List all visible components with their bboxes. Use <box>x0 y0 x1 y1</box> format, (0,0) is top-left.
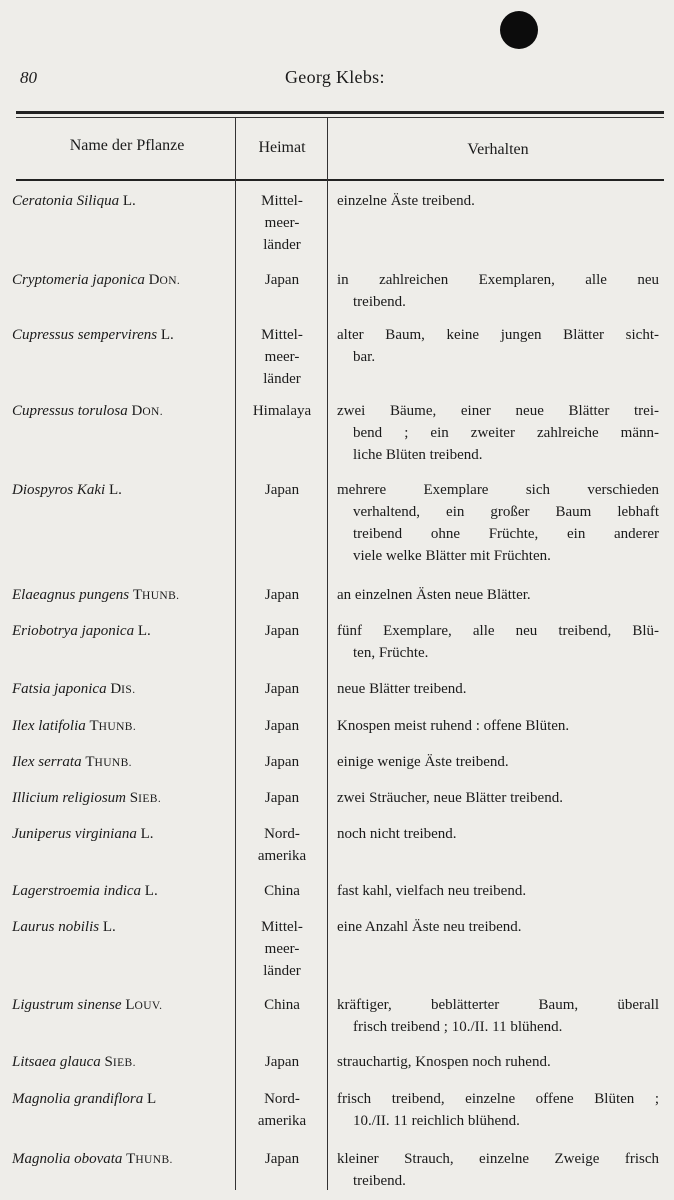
species-name: Lagerstroemia indica <box>12 883 145 899</box>
plant-home: Himalaya <box>252 403 312 419</box>
plant-name <box>12 620 234 642</box>
species-name: Cryptomeria japonica <box>12 272 149 288</box>
column-header-home: Heimat <box>258 139 306 156</box>
plant-name <box>12 1148 234 1171</box>
species-author: L. <box>140 826 154 842</box>
column-header-name: Name der Pflanze <box>69 137 185 154</box>
plant-name <box>12 916 234 938</box>
plant-home: Japan <box>264 623 300 639</box>
plant-home: Nord- amerika <box>257 826 307 864</box>
species-name: Ligustrum sinense <box>12 997 126 1013</box>
plant-name <box>12 1088 234 1110</box>
species-author: THUNB. <box>126 1151 173 1167</box>
species-name: Magnolia obovata <box>12 1151 127 1167</box>
species-author: L. <box>122 193 136 209</box>
plant-behaviour: alter Baum, keine jungen Blätter sicht- bar. <box>337 327 659 365</box>
plant-name <box>12 678 234 701</box>
species-name: Cupressus torulosa <box>12 403 132 419</box>
species-author: L. <box>102 919 116 935</box>
species-name: Ceratonia Siliqua <box>12 193 123 209</box>
table-top-rule <box>16 111 664 114</box>
plant-home: Nord- amerika <box>257 1091 307 1129</box>
species-author: LOUV. <box>125 997 163 1013</box>
plant-behaviour: neue Blätter treibend. <box>337 681 467 697</box>
plant-behaviour: strauchartig, Knospen noch ruhend. <box>337 1054 551 1070</box>
species-name: Juniperus virginiana <box>12 826 141 842</box>
plant-home: China <box>264 997 300 1013</box>
plant-behaviour: in zahlreichen Exemplaren, alle neu treibend. <box>337 272 659 310</box>
species-name: Ilex serrata <box>12 754 86 770</box>
plant-home: Japan <box>264 681 300 697</box>
species-name: Eriobotrya japonica <box>12 623 138 639</box>
species-author: L. <box>137 623 151 639</box>
species-author: DON. <box>131 403 163 419</box>
species-author: THUNB. <box>132 587 180 603</box>
column-header-behaviour: Verhalten <box>467 141 529 158</box>
plant-behaviour: kräftiger, beblätterter Baum, überall frisch treibend ; 10./II. 11 blühend. <box>337 997 659 1035</box>
species-name: Magnolia grandiflora <box>12 1091 148 1107</box>
species-author: L. <box>108 482 122 498</box>
plant-home: Mittel- meer- länder <box>261 327 303 387</box>
plant-home: Mittel- meer- länder <box>261 919 303 979</box>
plant-behaviour: zwei Bäume, einer neue Blätter trei- bend ; ein zweiter zahlreiche männ- liche Blüten treibend. <box>337 403 659 463</box>
plant-behaviour: fünf Exemplare, alle neu treibend, Blü- ten, Früchte. <box>337 623 659 661</box>
plant-name <box>12 324 234 346</box>
species-author: L <box>147 1091 157 1107</box>
plant-home: Japan <box>264 272 300 288</box>
species-name: Diospyros Kaki <box>12 482 109 498</box>
species-author: DIS. <box>110 681 136 697</box>
ink-blot <box>500 11 538 49</box>
plant-behaviour: einige wenige Äste treibend. <box>337 754 509 770</box>
species-author: SIEB. <box>129 790 162 806</box>
plant-name <box>12 787 234 810</box>
header-bottom-rule <box>16 179 664 181</box>
running-head: Georg Klebs: <box>285 67 385 87</box>
species-author: L. <box>144 883 158 899</box>
plant-behaviour: kleiner Strauch, einzelne Zweige frisch treibend. <box>337 1151 659 1189</box>
plant-behaviour: Knospen meist ruhend : offene Blüten. <box>337 718 570 734</box>
plant-home: Japan <box>264 1151 300 1167</box>
species-author: THUNB. <box>89 718 137 734</box>
plant-home: Japan <box>264 754 300 770</box>
plant-name <box>12 994 234 1017</box>
species-name: Illicium religiosum <box>12 790 130 806</box>
species-author: DON. <box>148 272 181 288</box>
species-author: L. <box>160 327 174 343</box>
species-name: Litsaea glauca <box>12 1054 105 1070</box>
plant-home: China <box>264 883 300 899</box>
plant-name <box>12 1051 234 1074</box>
species-name: Cupressus sempervirens <box>12 327 161 343</box>
plant-name <box>12 479 234 501</box>
species-name: Elaeagnus pungens <box>12 587 133 603</box>
plant-behaviour: eine Anzahl Äste neu treibend. <box>337 919 522 935</box>
column-divider-1 <box>235 118 236 1190</box>
page-number: 80 <box>20 68 37 87</box>
plant-name <box>12 584 234 607</box>
plant-name <box>12 823 234 845</box>
column-divider-2 <box>327 118 328 1190</box>
plant-home: Japan <box>264 790 300 806</box>
plant-home: Japan <box>264 1054 300 1070</box>
plant-name <box>12 269 234 292</box>
plant-name <box>12 400 234 423</box>
plant-home: Mittel- meer- länder <box>261 193 303 253</box>
plant-behaviour: zwei Sträucher, neue Blätter treibend. <box>337 790 563 806</box>
table-top-rule-thin <box>16 117 664 118</box>
plant-name <box>12 715 234 738</box>
species-name: Fatsia japonica <box>12 681 111 697</box>
plant-behaviour: noch nicht treibend. <box>337 826 457 842</box>
plant-home: Japan <box>264 587 300 603</box>
species-name: Ilex latifolia <box>12 718 90 734</box>
species-author: SIEB. <box>104 1054 136 1070</box>
plant-behaviour: frisch treibend, einzelne offene Blüten ; 10./II. 11 reichlich blühend. <box>337 1091 659 1129</box>
plant-behaviour: mehrere Exemplare sich verschieden verhaltend, ein großer Baum lebhaft treibend ohne Früchte, ein anderer viele welke Blätter mit Früchten. <box>337 482 659 564</box>
plant-name <box>12 751 234 774</box>
species-author: THUNB. <box>85 754 132 770</box>
plant-behaviour: fast kahl, vielfach neu treibend. <box>337 883 527 899</box>
species-name: Laurus nobilis <box>12 919 103 935</box>
plant-home: Japan <box>264 482 300 498</box>
plant-behaviour: einzelne Äste treibend. <box>337 193 475 209</box>
plant-behaviour: an einzelnen Ästen neue Blätter. <box>337 587 531 603</box>
plant-home: Japan <box>264 718 300 734</box>
plant-name <box>12 190 234 212</box>
plant-name <box>12 880 234 902</box>
